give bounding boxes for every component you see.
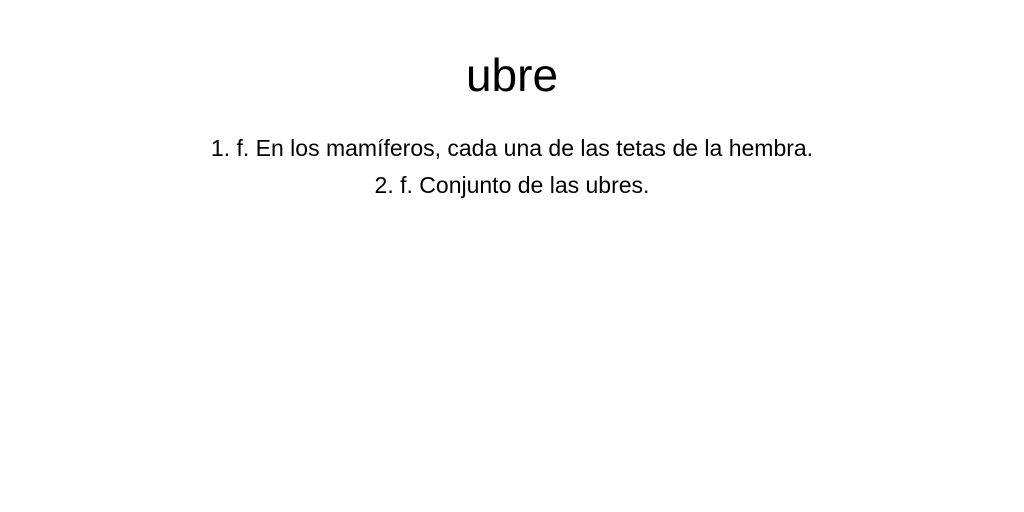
definition-list [0,130,1024,204]
definition-item: 2. f. Conjunto de las ubres. [374,172,650,198]
headword-title: ubre [465,49,559,101]
definition-item: 1. f. En los mamíferos, cada una de las tetas de la hembra. [210,135,814,161]
